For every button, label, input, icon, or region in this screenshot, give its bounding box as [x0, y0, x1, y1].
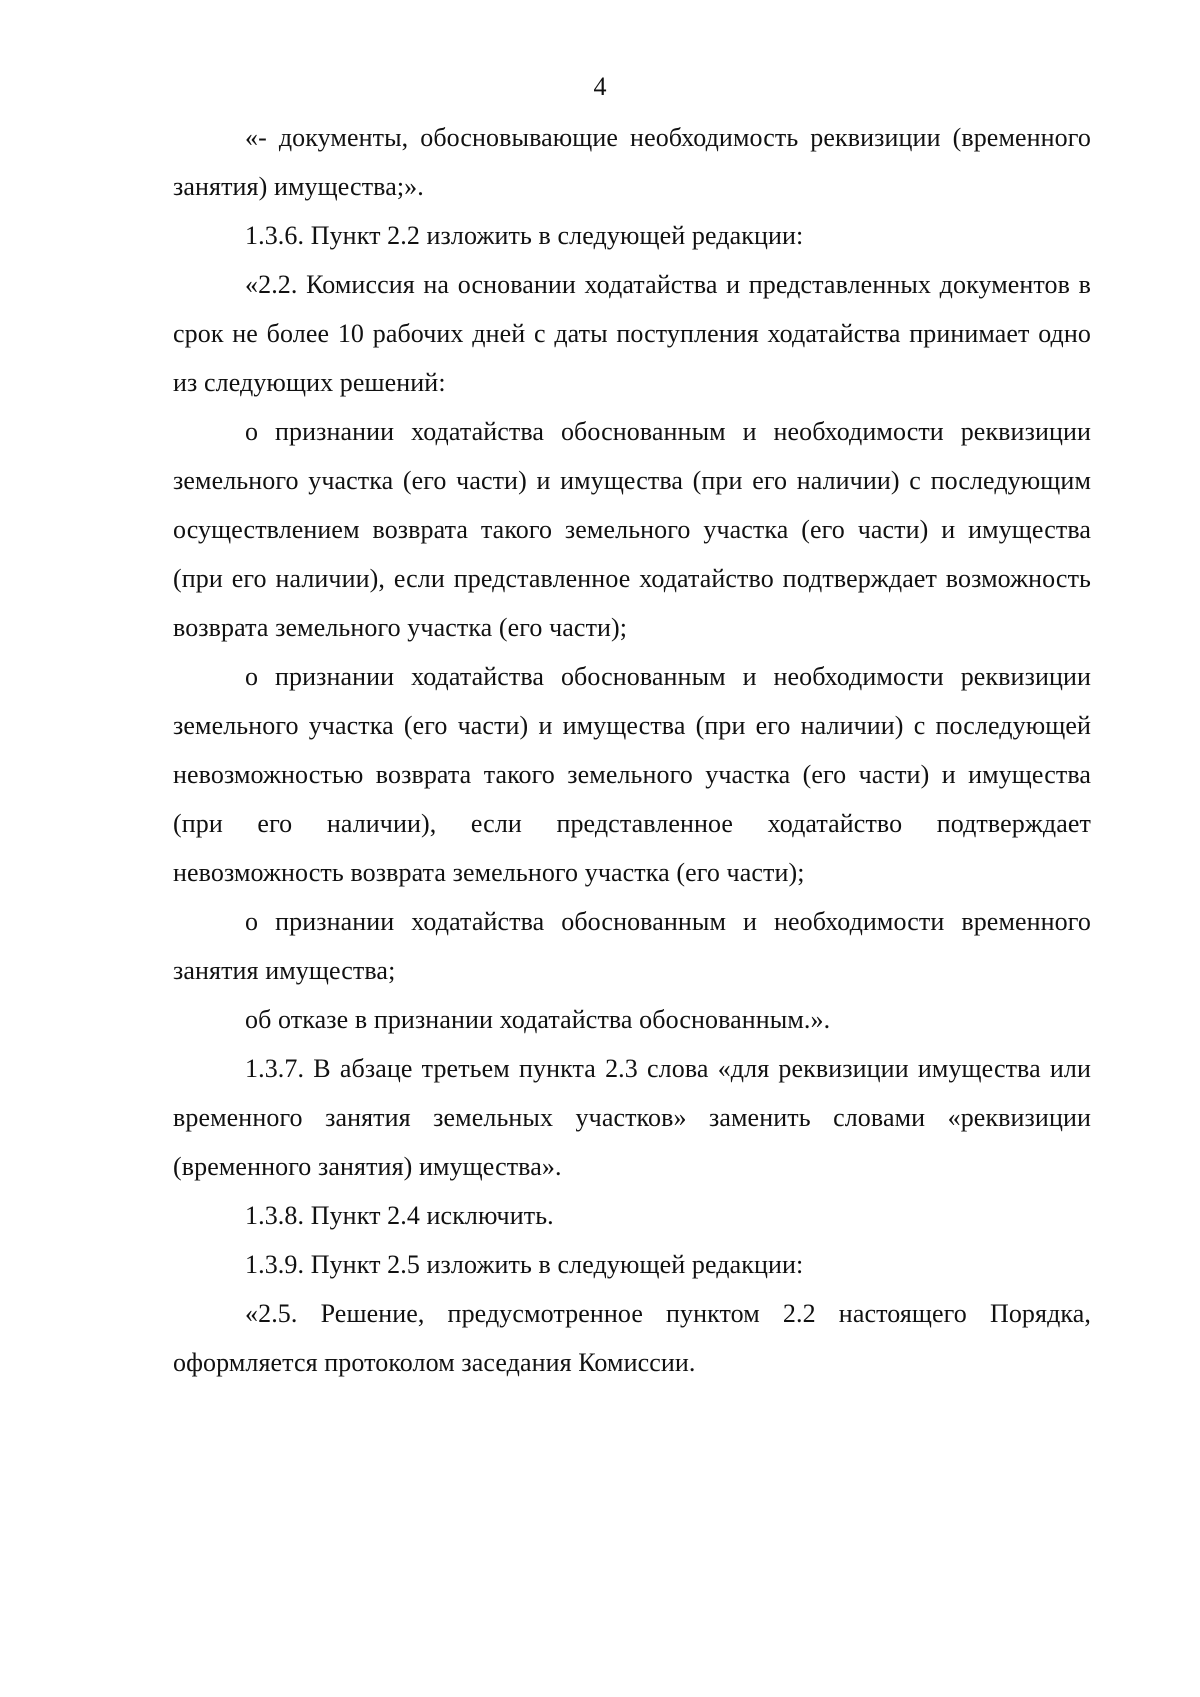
paragraph-1-3-6: 1.3.6. Пункт 2.2 изложить в следующей редакции: — [245, 221, 804, 250]
paragraph-decision-temporary-occupation: о признании ходатайства обоснованным и необходимости временного занятия имущества; — [173, 907, 1091, 985]
paragraph-documents-list-item: «- документы, обосновывающие необходимость реквизиции (временного занятия) имущества;». — [173, 123, 1091, 201]
paragraph-2-5: «2.5. Решение, предусмотренное пунктом 2.2 настоящего Порядка, оформляется протоколом заседания Комиссии. — [173, 1299, 1091, 1377]
paragraph-2-2: «2.2. Комиссия на основании ходатайства и представленных документов в срок не более 10 рабочих дней с даты поступления ходатайства принимает одно из следующих решений: — [173, 270, 1091, 397]
paragraph-1-3-9: 1.3.9. Пункт 2.5 изложить в следующей редакции: — [245, 1250, 804, 1279]
paragraph-decision-refusal: об отказе в признании ходатайства обоснованным.». — [245, 1005, 831, 1034]
paragraph-1-3-8: 1.3.8. Пункт 2.4 исключить. — [245, 1201, 554, 1230]
paragraph-1-3-7: 1.3.7. В абзаце третьем пункта 2.3 слова «для реквизиции имущества или временного занятия земельных участков» заменить словами «реквизиции (временного занятия) имущества». — [173, 1054, 1091, 1181]
paragraph-decision-return-impossible: о признании ходатайства обоснованным и необходимости реквизиции земельного участка (его части) и имущества (при его наличии) с последующей невозможностью возврата такого земельного участка (его части) и имущества (при его наличии), если представленное ходатайство подтверждает невозможность возврата земельного участка (его части); — [173, 662, 1091, 887]
page-number: 4 — [593, 72, 607, 101]
document-body — [173, 113, 1091, 1387]
paragraph-decision-return-possible: о признании ходатайства обоснованным и необходимости реквизиции земельного участка (его части) и имущества (при его наличии) с последующим осуществлением возврата такого земельного участка (его части) и имущества (при его наличии), если представленное ходатайство подтверждает возможность возврата земельного участка (его части); — [173, 417, 1091, 642]
